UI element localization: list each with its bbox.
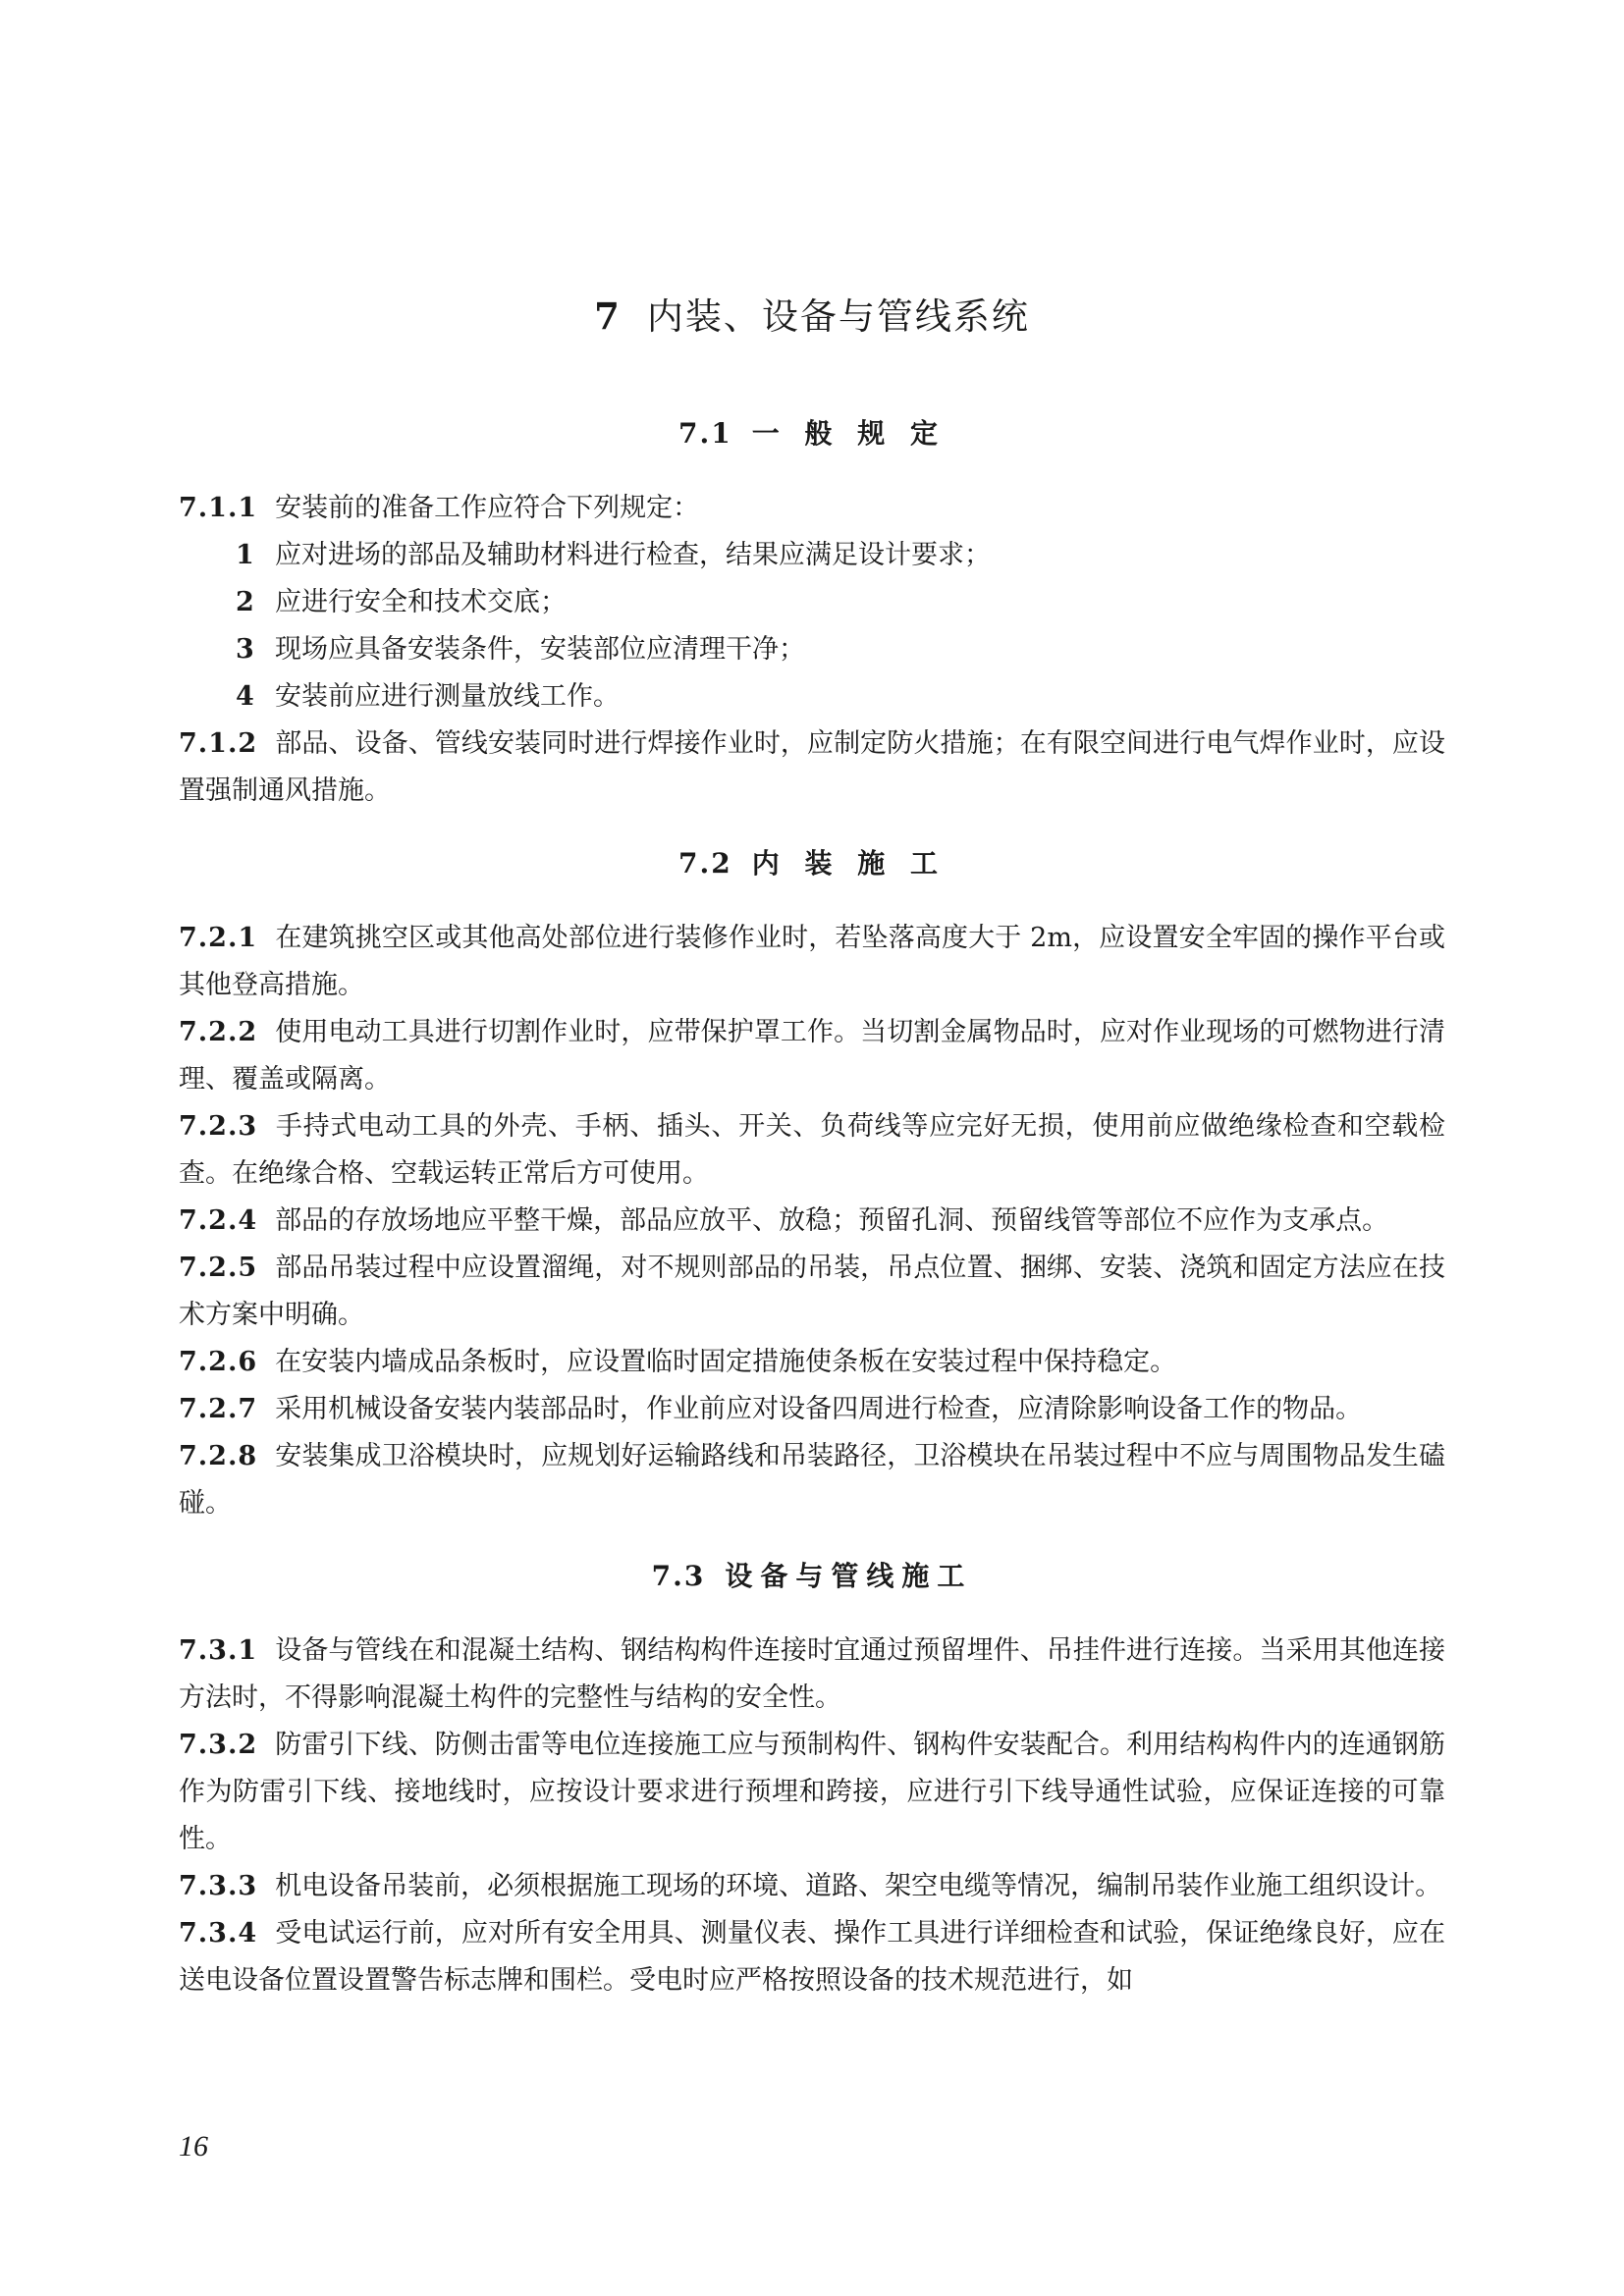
clause-text: 部品、设备、管线安装同时进行焊接作业时，应制定防火措施；在有限空间进行电气焊作业时，应设置强制通风措施。 [179,728,1445,806]
clause-text: 安装集成卫浴模块时，应规划好运输路线和吊装路径，卫浴模块在吊装过程中不应与周围物品发生磕碰。 [179,1441,1445,1519]
clause-number: 7.2.6 [179,1347,258,1377]
document-body [179,410,1445,2004]
clause-number: 7.3.3 [179,1871,258,1901]
item-text: 现场应具备安装条件，安装部位应清理干净； [275,634,805,665]
section-number: 7.1 [678,417,732,450]
clause-number: 7.2.7 [179,1394,258,1424]
clause-text: 防雷引下线、防侧击雷等电位连接施工应与预制构件、钢构件安装配合。利用结构构件内的连通钢筋作为防雷引下线、接地线时，应按设计要求进行预埋和跨接，应进行引下线导通性试验，应保证连接的可靠性。 [179,1730,1445,1854]
clause-7-1-1 [179,485,1445,532]
clause-number: 7.2.5 [179,1253,258,1283]
clause-text: 受电试运行前，应对所有安全用具、测量仪表、操作工具进行详细检查和试验，保证绝缘良好，应在送电设备位置设置警告标志牌和围栏。受电时应严格按照设备的技术规范进行，如 [179,1918,1445,1996]
clause-text: 部品的存放场地应平整干燥，部品应放平、放稳；预留孔洞、预留线管等部位不应作为支承点。 [275,1205,1389,1236]
clause-text: 使用电动工具进行切割作业时，应带保护罩工作。当切割金属物品时，应对作业现场的可燃物进行清理、覆盖或隔离。 [179,1017,1445,1095]
list-item [179,626,1445,673]
clause-number: 7.3.2 [179,1730,258,1760]
list-item [179,579,1445,626]
clause-text: 机电设备吊装前，必须根据施工现场的环境、道路、架空电缆等情况，编制吊装作业施工组织设计。 [275,1871,1442,1901]
clause-number: 7.2.2 [179,1017,258,1047]
clause-number: 7.3.1 [179,1635,258,1666]
section-heading-7-2 [179,840,1445,887]
clause-number: 7.2.3 [179,1111,258,1142]
clause-7-1-2 [179,721,1445,815]
clause-number: 7.2.4 [179,1205,258,1236]
item-text: 应对进场的部品及辅助材料进行检查，结果应满足设计要求； [275,540,991,570]
clause-7-2-3 [179,1103,1445,1198]
list-item [179,532,1445,579]
clause-text: 采用机械设备安装内装部品时，作业前应对设备四周进行检查，应清除影响设备工作的物品。 [275,1394,1363,1424]
clause-number: 7.2.1 [179,923,258,953]
clause-number: 7.2.8 [179,1441,258,1471]
item-text: 应进行安全和技术交底； [275,587,567,617]
item-text: 安装前应进行测量放线工作。 [275,681,620,712]
chapter-title [0,287,1624,347]
clause-text: 设备与管线在和混凝土结构、钢结构构件连接时宜通过预留埋件、吊挂件进行连接。当采用其他连接方法时，不得影响混凝土构件的完整性与结构的安全性。 [179,1635,1445,1713]
chapter-number: 7 [594,294,622,338]
item-number: 2 [236,587,254,617]
clause-7-2-8 [179,1433,1445,1527]
item-number: 3 [236,634,254,665]
clause-7-2-2 [179,1009,1445,1103]
item-number: 4 [236,681,254,712]
clause-text: 部品吊装过程中应设置溜绳，对不规则部品的吊装，吊点位置、捆绑、安装、浇筑和固定方法应在技术方案中明确。 [179,1253,1445,1330]
clause-text: 在建筑挑空区或其他高处部位进行装修作业时，若坠落高度大于 2m，应设置安全牢固的操作平台或其他登高措施。 [179,923,1445,1000]
clause-text: 在安装内墙成品条板时，应设置临时固定措施使条板在安装过程中保持稳定。 [275,1347,1177,1377]
clause-7-2-1 [179,915,1445,1009]
clause-number: 7.1.1 [179,493,258,523]
section-number: 7.3 [651,1560,706,1592]
clause-7-3-4 [179,1910,1445,2004]
section-title: 一 般 规 定 [751,417,946,450]
clause-number: 7.3.4 [179,1918,258,1949]
clause-7-3-3 [179,1863,1445,1910]
clause-7-2-4 [179,1198,1445,1245]
clause-text: 手持式电动工具的外壳、手柄、插头、开关、负荷线等应完好无损，使用前应做绝缘检查和空载检查。在绝缘合格、空载运转正常后方可使用。 [179,1111,1445,1189]
clause-7-3-2 [179,1722,1445,1863]
item-number: 1 [236,540,254,570]
list-item [179,673,1445,721]
section-title: 设备与管线施工 [725,1560,973,1592]
page-number: 16 [179,2130,208,2163]
clause-text: 安装前的准备工作应符合下列规定： [275,493,700,523]
clause-7-2-7 [179,1386,1445,1433]
chapter-title-text: 内装、设备与管线系统 [646,295,1030,338]
section-number: 7.2 [678,847,732,880]
clause-7-2-6 [179,1339,1445,1386]
clause-7-3-1 [179,1628,1445,1722]
section-heading-7-3 [179,1553,1445,1600]
clause-number: 7.1.2 [179,728,258,759]
clause-7-2-5 [179,1245,1445,1339]
section-title: 内 装 施 工 [751,847,946,880]
section-heading-7-1 [179,410,1445,457]
